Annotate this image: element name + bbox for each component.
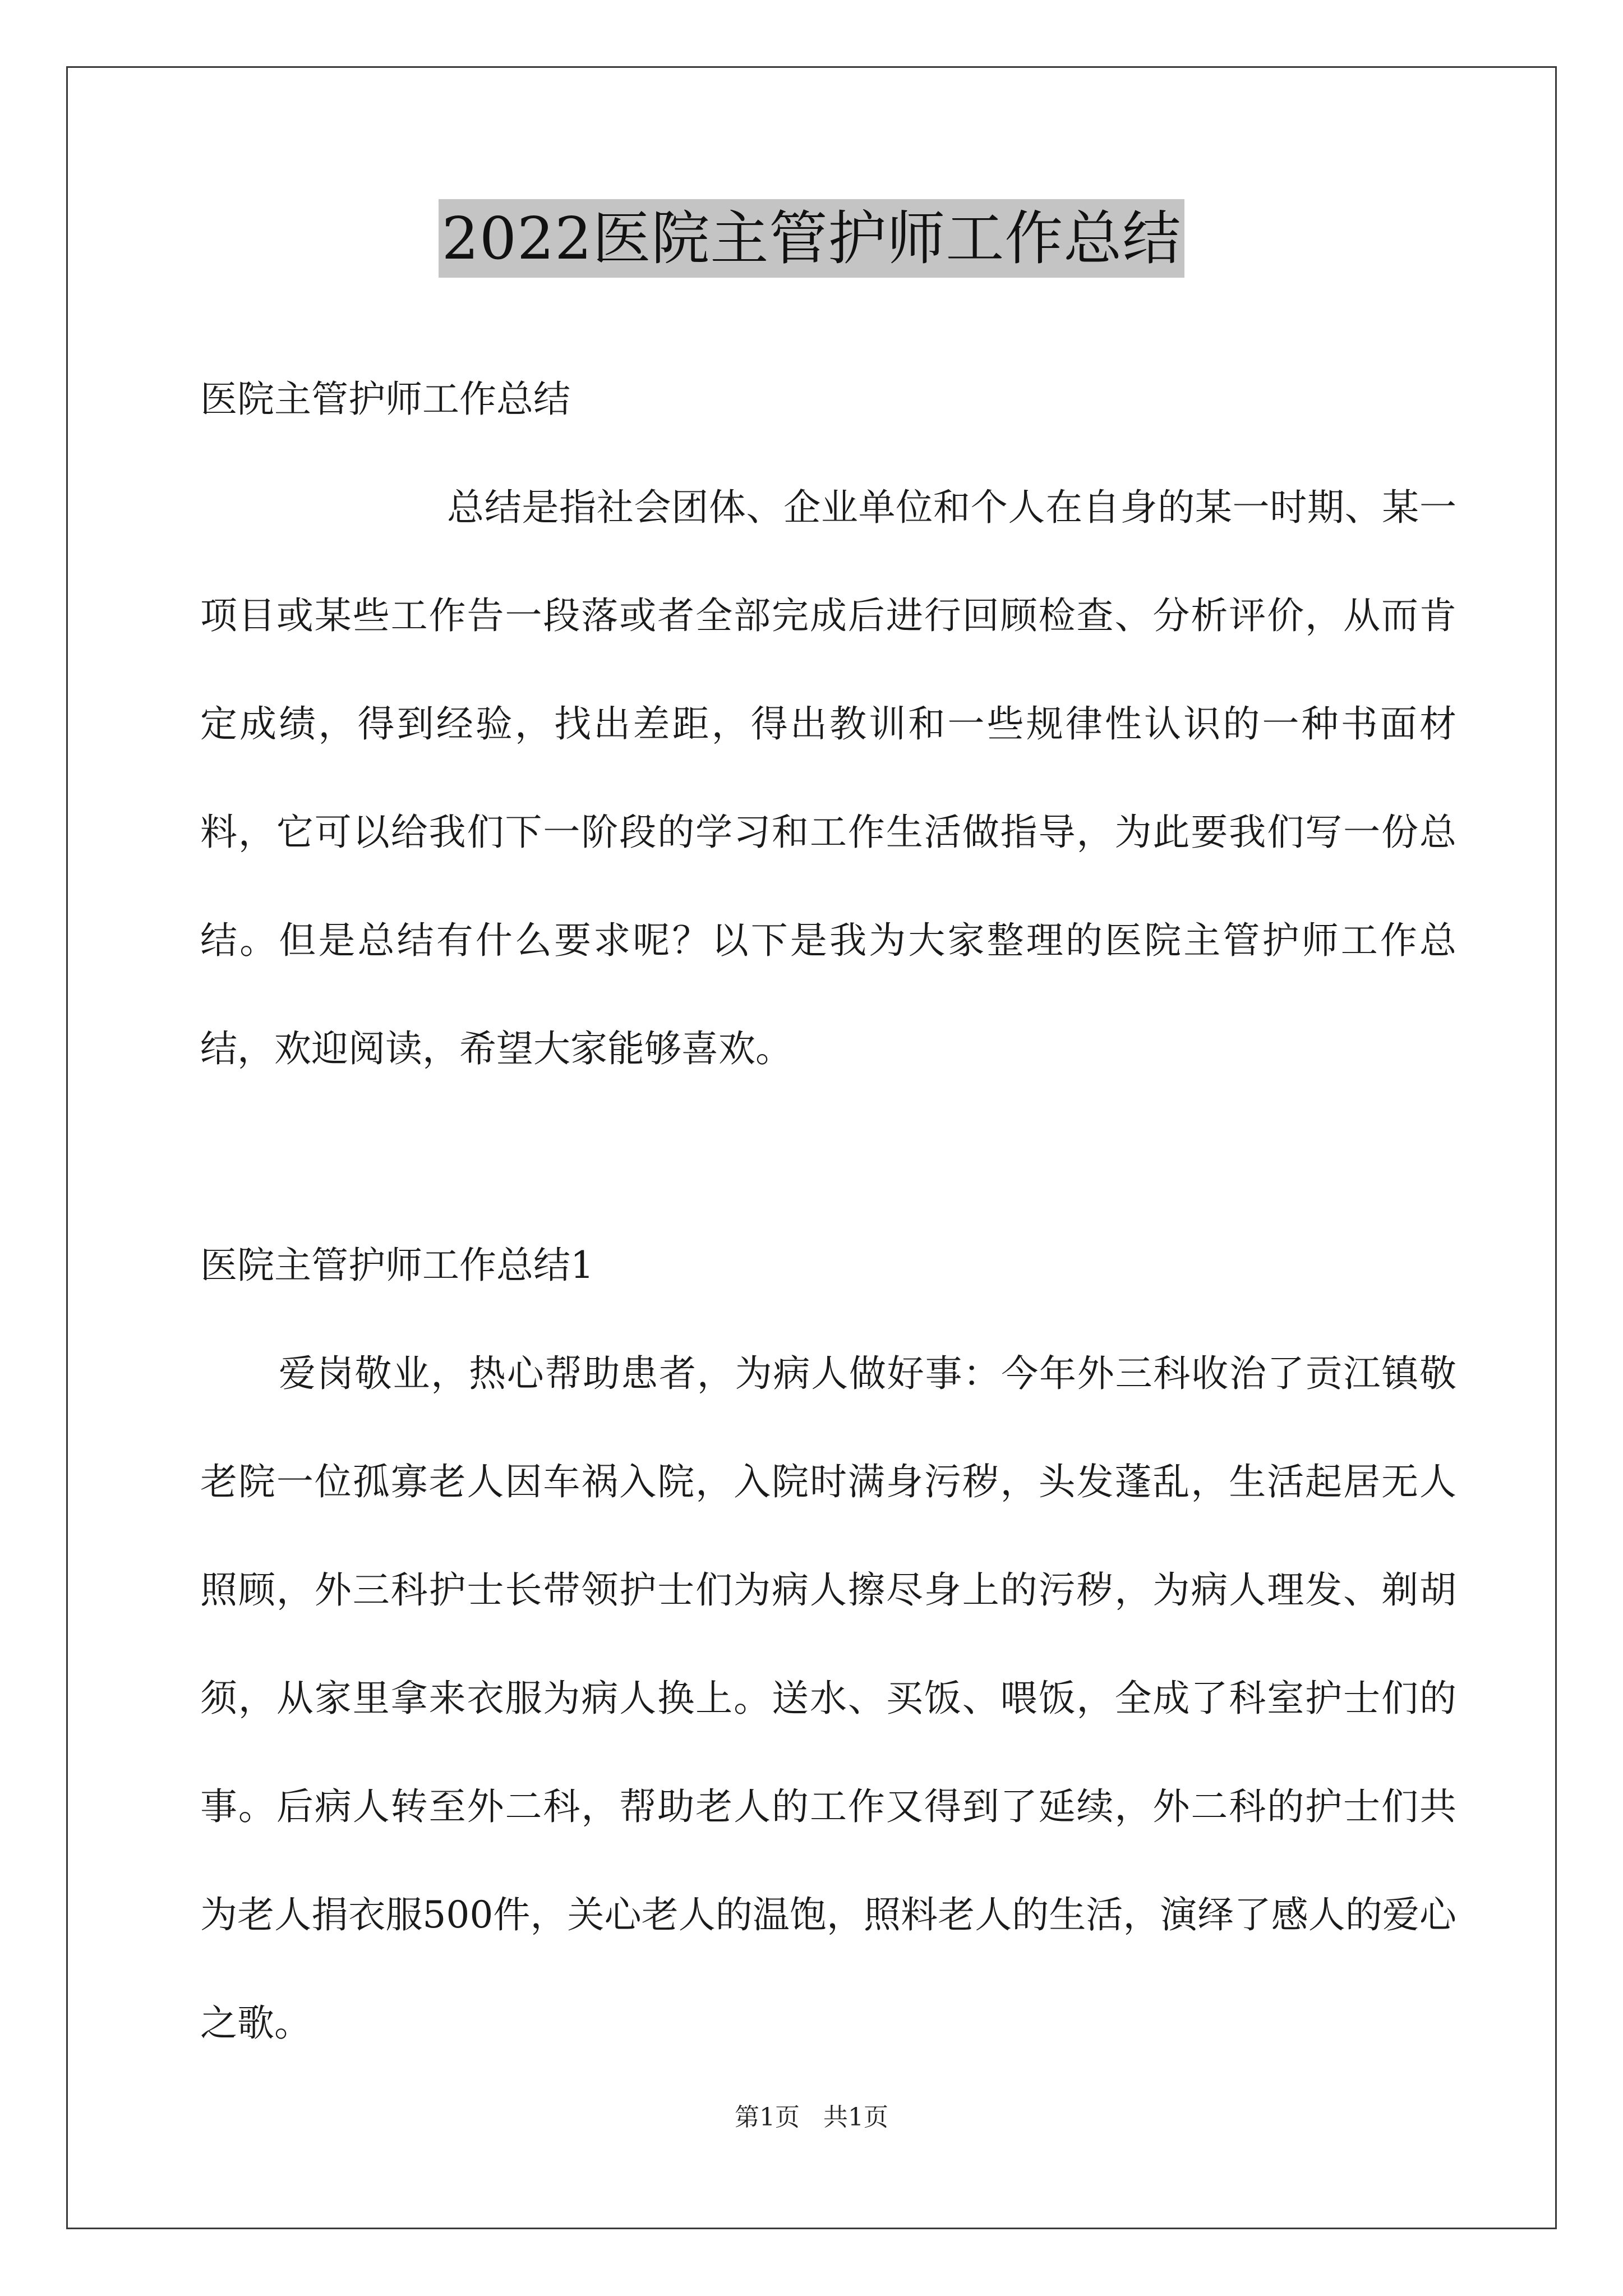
- intro-paragraph: 总结是指社会团体、企业单位和个人在自身的某一时期、某一项目或某些工作告一段落或者全部完成后进行回顾检查、分析评价，从而肯定成绩，得到经验，找出差距，得出教训和一些规律性认识的一种书面材料，它可以给我们下一阶段的学习和工作生活做指导，为此要我们写一份总结。但是总结有什么要求呢？以下是我为大家整理的医院主管护师工作总结，欢迎阅读，希望大家能够喜欢。: [200, 486, 1456, 1070]
- section1-paragraph: 爱岗敬业，热心帮助患者，为病人做好事：今年外三科收治了贡江镇敬老院一位孤寡老人因车祸入院，入院时满身污秽，头发蓬乱，生活起居无人照顾，外三科护士长带领护士们为病人擦尽身上的污秽，为病人理发、剃胡须，从家里拿来衣服为病人换上。送水、买饭、喂饭，全成了科室护士们的事。后病人转至外二科，帮助老人的工作又得到了延续，外二科的护士们共为老人捐衣服500件，关心老人的温饱，照料老人的生活，演绎了感人的爱心之歌。: [200, 1352, 1456, 2045]
- document-body: [200, 345, 1456, 2077]
- title-container: [0, 199, 1623, 278]
- page-footer: [0, 2101, 1623, 2134]
- section1-heading: 医院主管护师工作总结1: [200, 1244, 594, 1287]
- document-title: 2022医院主管护师工作总结: [439, 199, 1185, 278]
- subtitle: 医院主管护师工作总结: [200, 378, 570, 421]
- page-total: 共1页: [823, 2103, 888, 2132]
- section-gap: [200, 1103, 1456, 1211]
- page-number: 第1页: [735, 2103, 800, 2132]
